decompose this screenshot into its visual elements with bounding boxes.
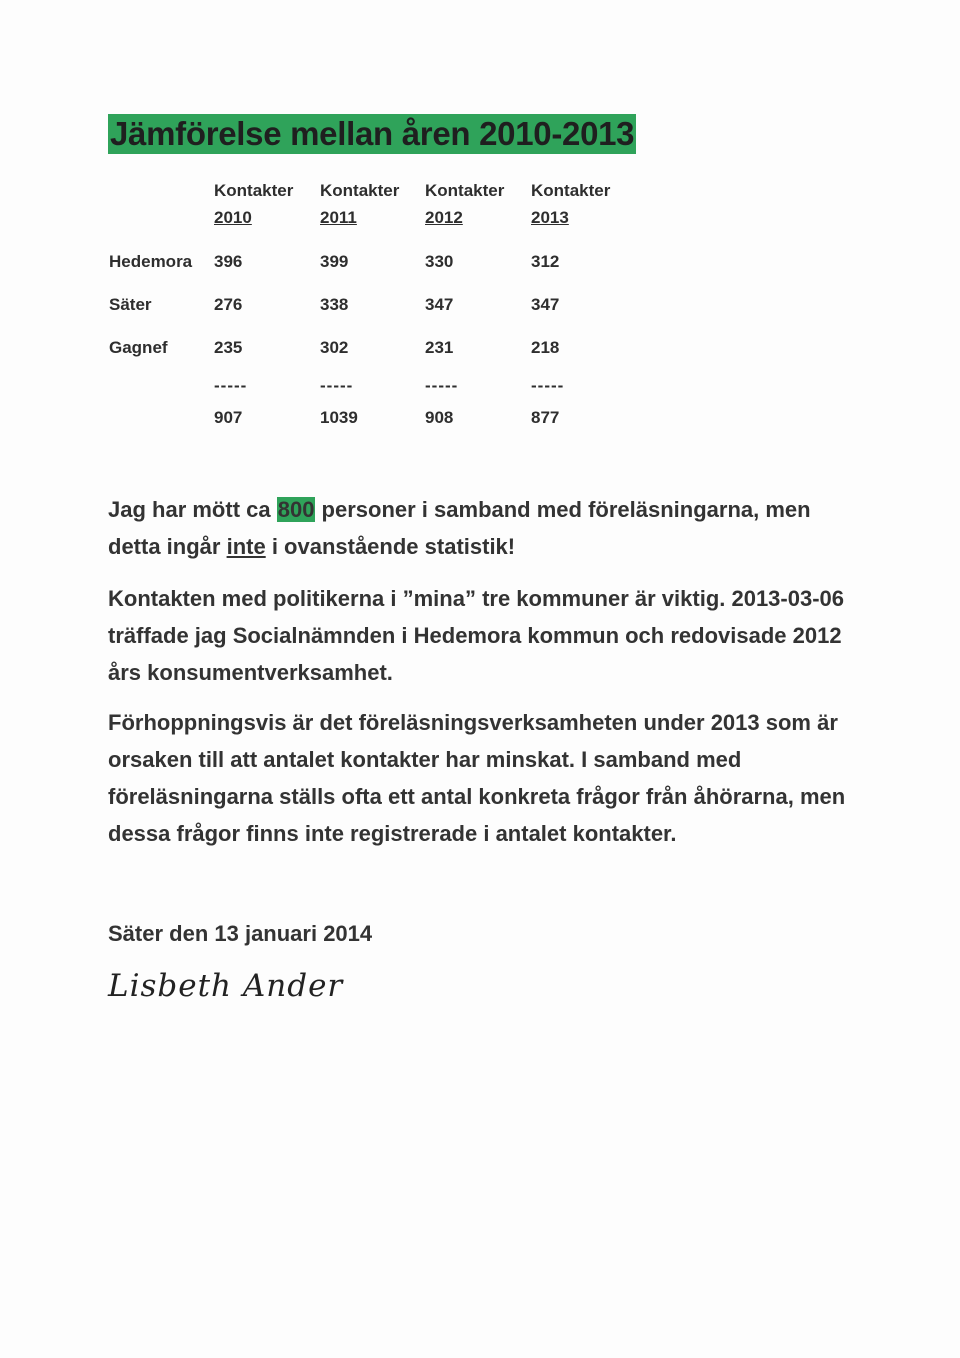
page-title: Jämförelse mellan åren 2010-2013 (110, 115, 635, 152)
cell-gagnef-2013: 218 (531, 338, 560, 357)
col-header-year-2013: 2013 (531, 208, 569, 227)
paragraph-lectures (108, 491, 868, 565)
cell-hedemora-2011: 399 (320, 252, 349, 271)
separator-2013: ----- (531, 376, 565, 395)
total-2012: 908 (425, 408, 454, 427)
col-header-year-2012: 2012 (425, 208, 463, 227)
row-label-gagnef: Gagnef (109, 338, 168, 357)
col-header-label-2012: Kontakter (425, 181, 505, 200)
col-header-year-2011: 2011 (320, 208, 357, 227)
cell-gagnef-2012: 231 (425, 338, 454, 357)
row-label-sater: Säter (109, 295, 152, 314)
cell-gagnef-2011: 302 (320, 338, 349, 357)
paragraph-politicians: Kontakten med politikerna i ”mina” tre kommuner är viktig. 2013-03-06 träffade jag Socialnämnden i Hedemora kommun och redovisade 2012 års konsumentverksamhet. (108, 586, 845, 685)
col-header-label-2013: Kontakter (531, 181, 611, 200)
paragraph-lectures-start: Jag har mött ca (108, 497, 277, 522)
separator-2012: ----- (425, 376, 459, 395)
paragraph-lectures-middle: personer i samband med föreläsningarna, men detta ingår (108, 497, 811, 559)
place-date: Säter den 13 januari 2014 (108, 921, 373, 946)
separator-2010: ----- (214, 376, 248, 395)
cell-hedemora-2010: 396 (214, 252, 243, 271)
underlined-word: inte (226, 534, 266, 559)
row-label-hedemora: Hedemora (109, 252, 193, 271)
cell-hedemora-2013: 312 (531, 252, 560, 271)
total-2011: 1039 (320, 408, 358, 427)
cell-sater-2012: 347 (425, 295, 454, 314)
cell-sater-2011: 338 (320, 295, 349, 314)
cell-hedemora-2012: 330 (425, 252, 454, 271)
col-header-label-2010: Kontakter (214, 181, 294, 200)
col-header-label-2011: Kontakter (320, 181, 400, 200)
cell-sater-2010: 276 (214, 295, 243, 314)
handwritten-signature: Lisbeth Ander (108, 968, 344, 1004)
total-2013: 877 (531, 408, 560, 427)
cell-sater-2013: 347 (531, 295, 560, 314)
col-header-year-2010: 2010 (214, 208, 252, 227)
total-2010: 907 (214, 408, 243, 427)
highlighted-count: 800 (277, 497, 315, 522)
paragraph-hopefully: Förhoppningsvis är det föreläsningsverksamheten under 2013 som är orsaken till att antalet kontakter har minskat. I samband med föreläsningarna ställs ofta ett antal konkreta frågor från åhörarna, men dessa frågor finns inte registrerade i antalet kontakter. (108, 710, 846, 846)
paragraph-lectures-end: i ovanstående statistik! (265, 534, 516, 559)
separator-2011: ----- (320, 376, 354, 395)
cell-gagnef-2010: 235 (214, 338, 243, 357)
